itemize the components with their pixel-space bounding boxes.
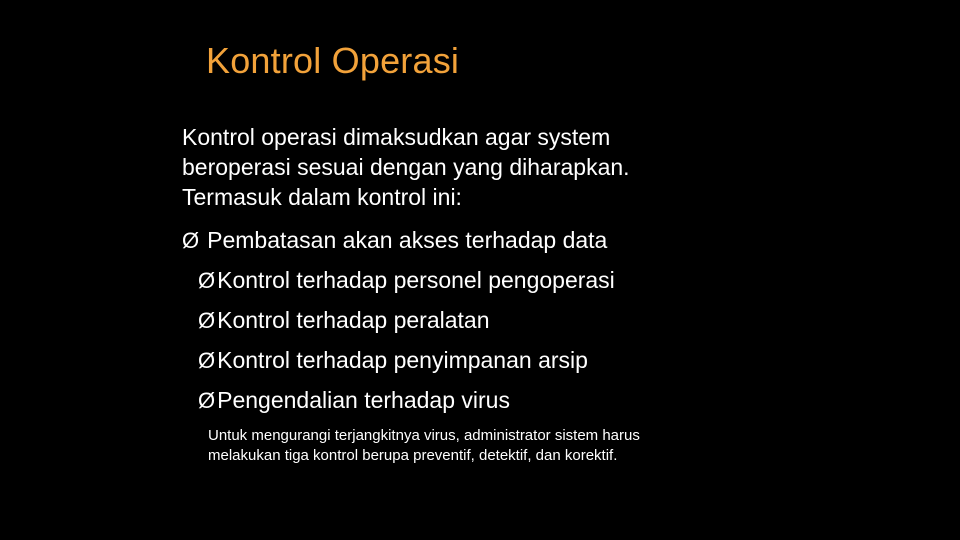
bullet-text: Kontrol terhadap personel pengoperasi [217,267,615,293]
bullet-item [182,342,615,382]
arrow-bullet-icon: Ø [182,228,200,253]
bullet-list [182,222,615,422]
bullet-text: Kontrol terhadap penyimpanan arsip [217,347,588,373]
intro-line: Termasuk dalam kontrol ini: [182,184,462,210]
slide-title: Kontrol Operasi [206,40,460,81]
bullet-item [182,382,615,422]
intro-line: beroperasi sesuai dengan yang diharapkan. [182,154,630,180]
bullet-text: Kontrol terhadap peralatan [217,307,490,333]
bullet-item [182,302,615,342]
arrow-bullet-icon: Ø [198,308,216,333]
bullet-item [182,262,615,302]
arrow-bullet-icon: Ø [198,268,216,293]
arrow-bullet-icon: Ø [198,388,216,413]
intro-paragraph [182,122,742,212]
footnote-line: Untuk mengurangi terjangkitnya virus, administrator sistem harus [208,427,640,444]
bullet-item [182,222,615,262]
footnote-line: melakukan tiga kontrol berupa preventif, detektif, dan korektif. [208,447,618,464]
footnote [208,426,768,466]
arrow-bullet-icon: Ø [198,348,216,373]
bullet-text: Pengendalian terhadap virus [217,387,510,413]
bullet-text: Pembatasan akan akses terhadap data [207,227,608,253]
intro-line: Kontrol operasi dimaksudkan agar system [182,124,611,150]
